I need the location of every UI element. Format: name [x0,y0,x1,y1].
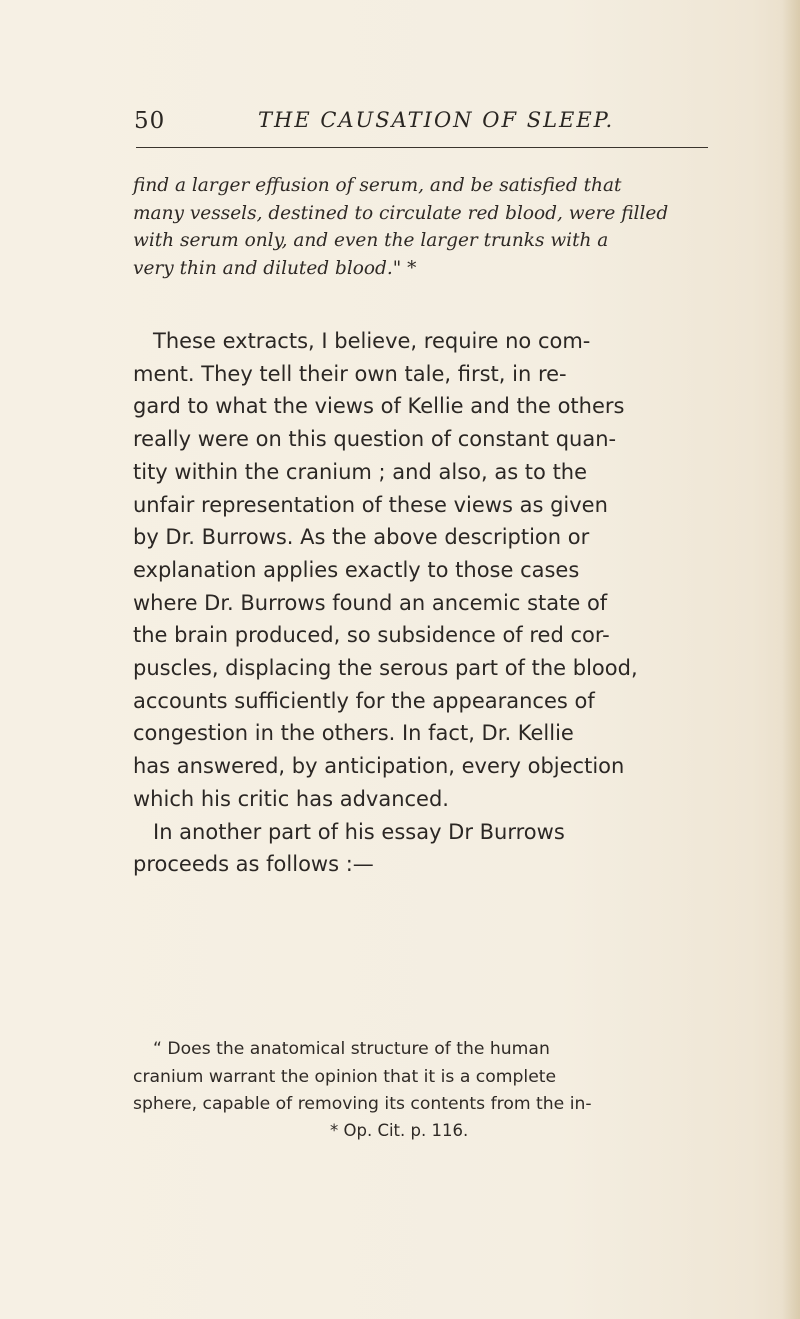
text-line: many vessels, destined to circulate red blood, were filled [133,202,669,224]
text-line: where Dr. Burrows found an ancemic state of [133,590,608,615]
text-line: with serum only, and even the larger trunks with a [133,230,609,252]
text-line: tity within the cranium ; and also, as to the [133,459,588,484]
text-line: explanation applies exactly to those cases [133,557,580,582]
text-line: sphere, capable of removing its contents from the in- [133,1094,592,1114]
page-edge-shadow [782,0,800,1319]
body-paragraphs [133,325,713,881]
page-header [134,108,709,148]
text-line: “ Does the anatomical structure of the human [153,1039,550,1059]
text-line: gard to what the views of Kellie and the others [133,394,625,419]
text-line: the brain produced, so subsidence of red cor- [133,623,610,648]
text-line: In another part of his essay Dr Burrows [153,819,565,844]
running-title: THE CAUSATION OF SLEEP. [258,108,615,132]
header-rule [136,147,708,148]
page-number: 50 [134,108,166,134]
text-line: has answered, by anticipation, every objection [133,754,625,779]
text-line: unfair representation of these views as given [133,492,608,517]
footnote: * Op. Cit. p. 116. [330,1121,469,1140]
text-line: really were on this question of constant quan- [133,427,617,452]
text-line: puscles, displacing the serous part of the blood, [133,656,638,681]
text-line: proceeds as follows :— [133,852,374,877]
italic-quote-block [133,172,713,282]
text-line: These extracts, I believe, require no com- [153,329,591,353]
text-line: accounts sufficiently for the appearances of [133,688,595,713]
text-line: congestion in the others. In fact, Dr. Kellie [133,721,574,746]
block-quote [133,1036,713,1119]
text-line: find a larger effusion of serum, and be satisfied that [133,175,622,196]
text-line: ment. They tell their own tale, first, in re- [133,361,567,386]
text-line: by Dr. Burrows. As the above description or [133,525,590,550]
text-line: cranium warrant the opinion that it is a complete [133,1066,557,1087]
text-line: which his critic has advanced. [133,786,449,811]
text-line: very thin and diluted blood." * [133,257,417,279]
